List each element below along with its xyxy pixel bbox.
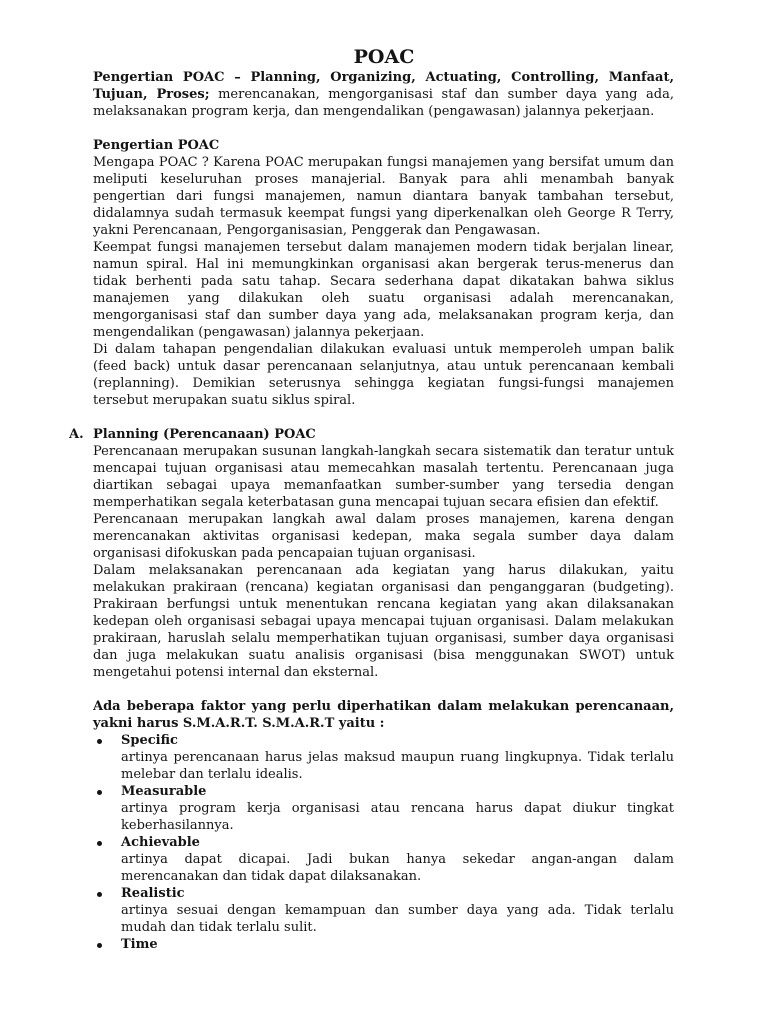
list-item — [93, 885, 674, 936]
section-heading: Pengertian POAC — [93, 138, 220, 153]
item-title: Achievable — [121, 835, 200, 850]
item-title: Specific — [121, 733, 178, 748]
section-a-heading — [69, 426, 674, 443]
smart-list — [93, 732, 674, 953]
section-marker: A. — [69, 427, 84, 442]
intro-text: merencanakan, mengorganisasi staf dan sumber daya yang ada, melaksanakan program kerja, dan mengendalikan (pengawasan) jalannya pekerjaan. — [93, 87, 674, 119]
bullet-icon — [97, 790, 102, 795]
bullet-icon — [97, 943, 102, 948]
spacer — [93, 681, 674, 698]
intro-bold: Pengertian POAC – Planning, Organizing, Actuating, Controlling, Manfaat, Tujuan, Proses; — [93, 70, 674, 102]
item-title: Time — [121, 937, 158, 952]
paragraph: Keempat fungsi manajemen tersebut dalam manajemen modern tidak berjalan linear, namun spiral. Hal ini memungkinkan organisasi akan bergerak terus-menerus dan tidak berhenti pada satu tahap. Secara sederhana dapat dikatakan bahwa siklus manajemen yang dilakukan oleh suatu organisasi adalah merencanakan, mengorganisasi staf dan sumber daya yang ada, melaksanakan program kerja, dan mengendalikan (pengawasan) jalannya pekerjaan. — [93, 240, 674, 340]
intro-paragraph — [93, 69, 674, 120]
paragraph: Mengapa POAC ? Karena POAC merupakan fungsi manajemen yang bersifat umum dan meliputi keseluruhan proses manajerial. Banyak para ahli menambah banyak pengertian dari fungsi manajemen, namun diantara banyak tambahan tersebut, didalamnya sudah termasuk keempat fungsi yang diperkenalkan oleh George R Terry, yakni Perencanaan, Pengorganisasian, Penggerak dan Pengawasan. — [93, 155, 674, 238]
item-text: artinya sesuai dengan kemampuan dan sumber daya yang ada. Tidak terlalu mudah dan tidak terlalu sulit. — [121, 903, 674, 935]
section-a-title: Planning (Perencanaan) POAC — [93, 427, 316, 442]
item-title: Realistic — [121, 886, 185, 901]
item-text: artinya perencanaan harus jelas maksud maupun ruang lingkupnya. Tidak terlalu melebar dan terlalu idealis. — [121, 750, 674, 782]
paragraph: Perencanaan merupakan langkah awal dalam proses manajemen, karena dengan merencanakan aktivitas organisasi kedepan, maka segala sumber daya dalam organisasi difokuskan pada pencapaian tujuan organisasi. — [93, 512, 674, 561]
paragraph: Dalam melaksanakan perencanaan ada kegiatan yang harus dilakukan, yaitu melakukan prakiraan (rencana) kegiatan organisasi dan penganggaran (budgeting). Prakiraan berfungsi untuk menentukan rencana kegiatan yang akan dilaksanakan kedepan oleh organisasi sebagai upaya mencapai tujuan organisasi. Dalam melakukan prakiraan, haruslah selalu memperhatikan tujuan organisasi, sumber daya organisasi dan juga melakukan suatu analisis organisasi (bisa menggunakan SWOT) untuk mengetahui potensi internal dan eksternal. — [93, 563, 674, 680]
list-item — [93, 834, 674, 885]
list-item — [93, 732, 674, 783]
content-column — [69, 69, 674, 953]
spacer — [93, 409, 674, 426]
page-title: POAC — [353, 46, 415, 68]
list-item — [93, 936, 674, 953]
list-item — [93, 783, 674, 834]
bullet-icon — [97, 892, 102, 897]
smart-heading: Ada beberapa faktor yang perlu diperhatikan dalam melakukan perencanaan, yakni harus S.M.A.R.T. S.M.A.R.T yaitu : — [93, 699, 674, 731]
bullet-icon — [97, 841, 102, 846]
spacer — [93, 120, 674, 137]
paragraph: Perencanaan merupakan susunan langkah-langkah secara sistematik dan teratur untuk mencapai tujuan organisasi atau memecahkan masalah tertentu. Perencanaan juga diartikan sebagai upaya memanfaatkan sumber-sumber yang tersedia dengan memperhatikan segala keterbatasan guna mencapai tujuan secara efisien dan efektif. — [93, 444, 674, 510]
item-title: Measurable — [121, 784, 207, 799]
item-text: artinya dapat dicapai. Jadi bukan hanya sekedar angan-angan dalam merencanakan dan tidak dapat dilaksanakan. — [121, 852, 674, 884]
item-text: artinya program kerja organisasi atau rencana harus dapat diukur tingkat keberhasilannya. — [121, 801, 674, 833]
bullet-icon — [97, 739, 102, 744]
paragraph: Di dalam tahapan pengendalian dilakukan evaluasi untuk memperoleh umpan balik (feed back) untuk dasar perencanaan selanjutnya, atau untuk perencanaan kembali (replanning). Demikian seterusnya sehingga kegiatan fungsi-fungsi manajemen tersebut merupakan suatu siklus spiral. — [93, 342, 674, 408]
